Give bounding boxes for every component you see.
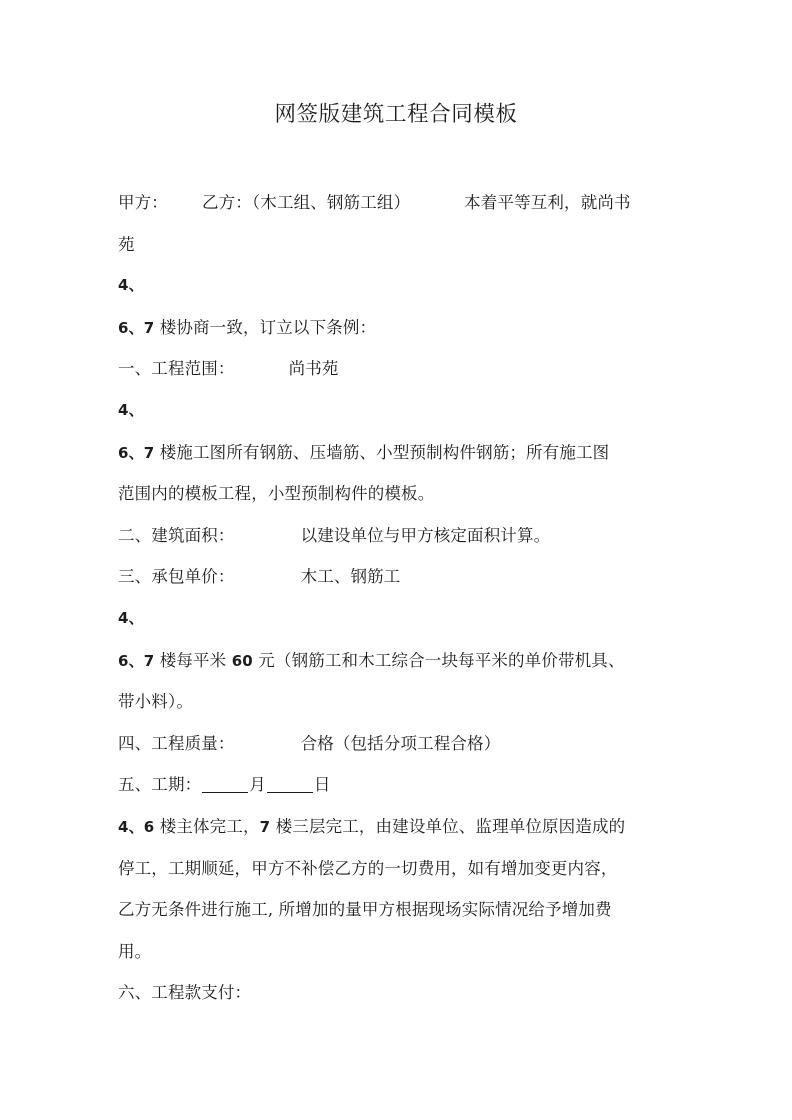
clause-value: 合格（包括分项工程合格） <box>300 733 501 753</box>
clause-project-quality <box>118 723 676 765</box>
line-text: 4、 <box>118 608 144 627</box>
clause-value: 木工、钢筋工 <box>300 567 401 587</box>
line-text: 用。 <box>118 941 152 961</box>
line-text: 范围内的模板工程，小型预制构件的模板。 <box>118 484 435 504</box>
line-text: 苑 <box>118 234 135 254</box>
list-item-number <box>118 598 676 640</box>
preamble-text: 本着平等互利，就尚书 <box>464 193 631 212</box>
clause-label: 六、工程款支付： <box>118 983 252 1003</box>
line-text: 停工，工期顺延，甲方不补偿乙方的一切费用，如有增加变更内容， <box>118 858 618 878</box>
page-title: 网签版建筑工程合同模板 <box>274 102 518 127</box>
paragraph-duration-detail-cont3 <box>118 931 676 973</box>
line-number: 4、6 <box>118 817 155 836</box>
party-b-label: 乙方：（木工组、钢筋工组） <box>201 193 411 212</box>
line-text: 乙方无条件进行施工, 所增加的量甲方根据现场实际情况给予增加费 <box>118 900 612 920</box>
paragraph-duration-detail <box>118 806 676 848</box>
paragraph-price-detail <box>118 640 676 682</box>
clause-building-area <box>118 515 676 557</box>
duration-day-blank[interactable] <box>267 792 313 793</box>
clause-label: 五、工期： <box>118 775 202 795</box>
paragraph-scope-detail <box>118 432 676 474</box>
paragraph-continuation <box>118 224 676 266</box>
duration-day-unit: 日 <box>313 775 331 795</box>
clause-value: 以建设单位与甲方核定面积计算。 <box>300 525 551 545</box>
clause-duration <box>118 764 676 806</box>
line-number-2: 7 <box>259 817 271 836</box>
line-text: 楼施工图所有钢筋、压墙筋、小型预制构件钢筋；所有施工图 <box>154 442 610 462</box>
paragraph-scope-detail-cont <box>118 473 676 515</box>
line-text-2: 楼三层完工，由建设单位、监理单位原因造成的 <box>270 816 626 836</box>
clause-label: 四、工程质量： <box>118 733 235 753</box>
paragraph-duration-detail-cont2 <box>118 889 676 931</box>
line-number: 6、7 <box>118 651 155 670</box>
paragraph-price-detail-cont <box>118 681 676 723</box>
document-body <box>118 182 676 1014</box>
paragraph-duration-detail-cont <box>118 848 676 890</box>
line-text: 楼协商一致，订立以下条例： <box>154 317 377 337</box>
duration-month-blank[interactable] <box>202 792 248 793</box>
clause-payment <box>118 972 676 1014</box>
line-text: 楼主体完工， <box>154 816 260 836</box>
paragraph-parties <box>118 182 676 224</box>
line-number: 6、7 <box>118 443 155 462</box>
clause-label: 二、建筑面积： <box>118 525 235 545</box>
price-amount: 60 <box>231 651 253 670</box>
paragraph-scope-intro <box>118 307 676 349</box>
list-item-number <box>118 390 676 432</box>
clause-label: 三、承包单价： <box>118 567 235 587</box>
line-text-2: 元（钢筋工和木工综合一块每平米的单价带机具、 <box>252 650 625 670</box>
clause-unit-price <box>118 556 676 598</box>
clause-project-scope <box>118 348 676 390</box>
list-item-number <box>118 265 676 307</box>
line-text: 4、 <box>118 400 144 419</box>
line-text: 4、 <box>118 276 144 295</box>
clause-label: 一、工程范围： <box>118 359 235 379</box>
line-number: 6、7 <box>118 318 155 337</box>
duration-month-unit: 月 <box>249 775 266 795</box>
line-text: 带小料）。 <box>118 692 193 712</box>
party-a-label: 甲方： <box>118 193 168 212</box>
line-text: 楼每平米 <box>154 650 232 670</box>
clause-value: 尚书苑 <box>288 359 339 379</box>
